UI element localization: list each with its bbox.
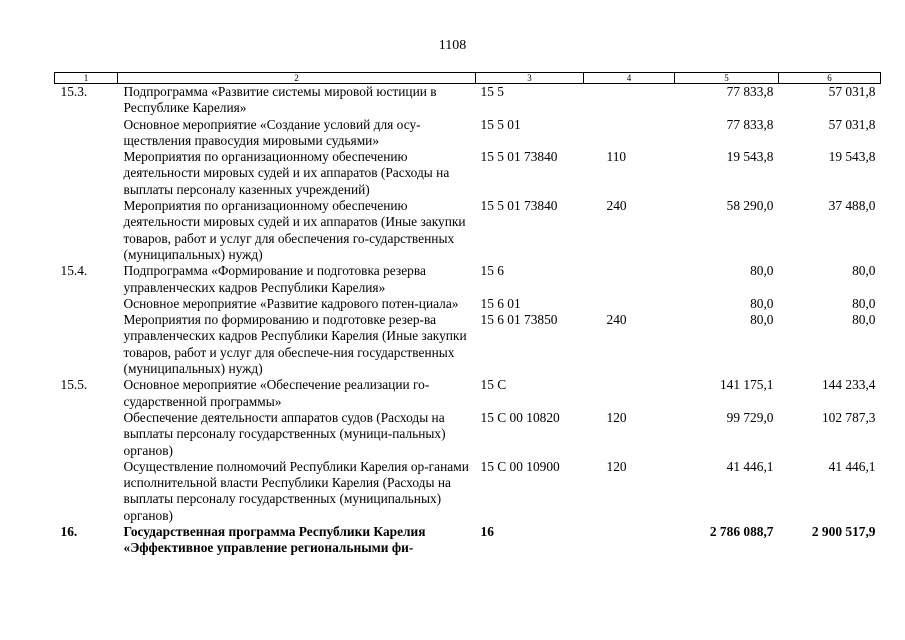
table-row: [55, 198, 881, 263]
column-header-1: 1: [55, 73, 118, 84]
table-row: [55, 524, 881, 557]
table-row: [55, 84, 881, 117]
row-number: 15.4.: [60, 263, 88, 279]
table-row: [55, 296, 881, 312]
row-amount-col6: 57 031,8: [828, 116, 876, 132]
row-number: [55, 296, 118, 312]
row-amount-col5: 58 290,0: [726, 198, 774, 214]
row-expense-type: [584, 524, 675, 557]
row-name: Основное мероприятие «Создание условий для осу-ществления правосудия мировыми судьями»: [123, 116, 421, 148]
row-expense-type: 110: [606, 149, 627, 165]
column-header-2: 2: [118, 73, 476, 84]
row-number: [55, 410, 118, 459]
row-target-code: 15 5 01: [480, 116, 521, 132]
row-amount-col6: 102 787,3: [821, 409, 876, 425]
table-row: [55, 459, 881, 524]
row-name: Мероприятия по формированию и подготовке резер-ва управленческих кадров Республики Карелия (Иные закупки товаров, работ и услуг для обеспече-ния государственных (муниципальных) нужд): [123, 312, 467, 377]
row-name: Подпрограмма «Формирование и подготовка резерва управленческих кадров Республики Карелия»: [123, 263, 426, 295]
row-amount-col5: 41 446,1: [726, 458, 774, 474]
row-number: [55, 149, 118, 198]
row-name: Основное мероприятие «Развитие кадрового потен-циала»: [123, 295, 459, 311]
row-target-code: 15 С 00 10820: [480, 409, 560, 425]
table-row: [55, 312, 881, 377]
row-amount-col5: 77 833,8: [726, 116, 774, 132]
row-amount-col6: 80,0: [852, 263, 876, 279]
row-number: 15.5.: [60, 377, 88, 393]
row-amount-col5: 19 543,8: [726, 149, 774, 165]
row-amount-col5: 141 175,1: [719, 377, 774, 393]
row-name: Мероприятия по организационному обеспечению деятельности мировых судей и их аппаратов (Расходы на выплаты персоналу казенных учреждений): [123, 149, 450, 197]
row-target-code: 15 5 01 73840: [480, 198, 558, 214]
column-header-4: 4: [584, 73, 675, 84]
budget-table: [54, 72, 881, 557]
row-expense-type: [584, 296, 675, 312]
table-row: [55, 410, 881, 459]
column-number-header: [55, 73, 881, 84]
row-amount-col5: 77 833,8: [726, 84, 774, 99]
row-expense-type: 240: [606, 198, 627, 214]
table-row: [55, 377, 881, 410]
row-target-code: 15 6 01 73850: [480, 312, 558, 328]
row-target-code: 15 6: [480, 263, 504, 279]
row-number: [55, 198, 118, 263]
row-expense-type: [584, 84, 675, 117]
row-name: Подпрограмма «Развитие системы мировой юстиции в Республике Карелия»: [123, 84, 437, 116]
row-name: Мероприятия по организационному обеспечению деятельности мировых судей и их аппаратов (Иные закупки товаров, работ и услуг для обеспечения го-сударственных (муниципальных) нужд): [123, 198, 466, 262]
row-target-code: 15 С: [480, 377, 507, 393]
row-target-code: 15 6 01: [480, 295, 521, 311]
row-name: Государственная программа Республики Карелия «Эффективное управление региональными фи-: [123, 524, 426, 556]
row-amount-col5: 80,0: [750, 312, 774, 328]
row-expense-type: [584, 377, 675, 410]
row-amount-col6: 41 446,1: [828, 458, 876, 474]
row-amount-col6: 80,0: [852, 312, 876, 328]
row-expense-type: 120: [606, 409, 627, 425]
row-number: [55, 459, 118, 524]
row-expense-type: [584, 117, 675, 150]
row-amount-col5: 99 729,0: [726, 409, 774, 425]
table-row: [55, 149, 881, 198]
row-target-code: 16: [480, 524, 494, 540]
row-expense-type: 240: [606, 312, 627, 328]
row-name: Осуществление полномочий Республики Карелия ор-ганами исполнительной власти Республики Карелия (Расходы на выплаты персоналу государственных (муниципальных) органов): [123, 458, 469, 523]
row-expense-type: [584, 263, 675, 296]
row-amount-col6: 144 233,4: [821, 377, 876, 393]
row-amount-col6: 57 031,8: [828, 84, 876, 99]
row-amount-col5: 80,0: [750, 295, 774, 311]
row-number: 15.3.: [60, 84, 88, 99]
row-name: Обеспечение деятельности аппаратов судов (Расходы на выплаты персоналу государственных (муници-пальных) органов): [123, 409, 446, 458]
row-amount-col6: 37 488,0: [828, 198, 876, 214]
row-target-code: 15 5 01 73840: [480, 149, 558, 165]
row-amount-col6: 80,0: [852, 295, 876, 311]
row-expense-type: 120: [606, 458, 627, 474]
row-number: [55, 312, 118, 377]
column-header-6: 6: [779, 73, 881, 84]
row-number: 16.: [60, 524, 78, 540]
page-number: 1108: [438, 38, 467, 53]
row-amount-col6: 2 900 517,9: [811, 524, 876, 540]
table-row: [55, 263, 881, 296]
row-target-code: 15 5: [480, 84, 504, 99]
row-target-code: 15 С 00 10900: [480, 458, 560, 474]
row-amount-col5: 80,0: [750, 263, 774, 279]
table-row: [55, 117, 881, 150]
row-amount-col6: 19 543,8: [828, 149, 876, 165]
column-header-5: 5: [675, 73, 779, 84]
row-number: [55, 117, 118, 150]
column-header-3: 3: [476, 73, 584, 84]
row-amount-col5: 2 786 088,7: [709, 524, 774, 540]
row-name: Основное мероприятие «Обеспечение реализации го-сударственной программы»: [123, 377, 430, 409]
